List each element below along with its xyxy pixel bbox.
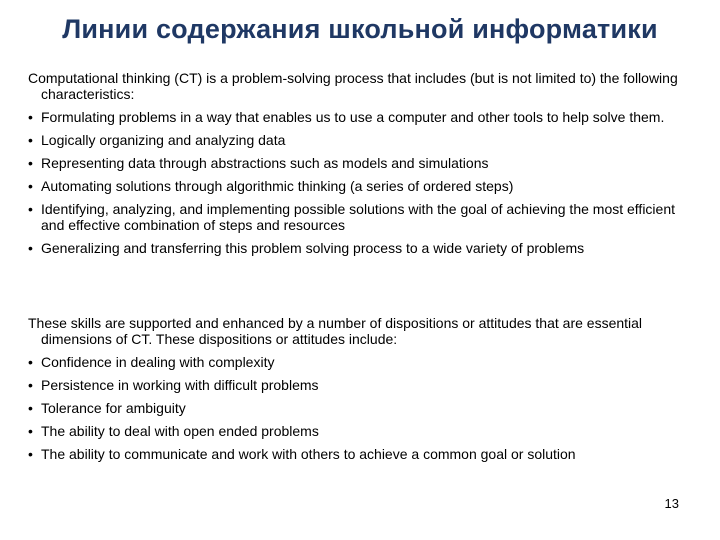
bullet-icon: • [28,240,33,256]
bullet-icon: • [28,109,33,125]
list-item-text: Confidence in dealing with complexity [41,354,275,370]
slide-title: Линии содержания школьной информатики [62,14,658,44]
bullet-icon: • [28,446,33,462]
list-item [28,132,688,148]
list-item-text: Formulating problems in a way that enables us to use a computer and other tools to help solve them. [41,109,665,125]
skills-intro: These skills are supported and enhanced by a number of dispositions or attitudes that are essential dimensions of CT. These dispositions or attitudes include: [28,315,643,347]
ct-bullet-list [28,109,688,256]
list-item [28,178,688,194]
bullet-icon: • [28,354,33,370]
list-item-text: Persistence in working with difficult problems [41,377,319,393]
bullet-icon: • [28,377,33,393]
bullet-icon: • [28,423,33,439]
list-item-text: Logically organizing and analyzing data [41,132,286,148]
list-item [28,201,688,233]
ct-intro: Computational thinking (CT) is a problem-solving process that includes (but is not limited to) the following characteristics: [28,70,678,102]
bullet-icon: • [28,132,33,148]
bullet-icon: • [28,201,33,217]
list-item [28,155,688,171]
list-item [28,423,688,439]
bullet-icon: • [28,178,33,194]
list-item-text: The ability to deal with open ended problems [41,423,319,439]
list-item-text: Automating solutions through algorithmic thinking (a series of ordered steps) [41,178,514,194]
list-item-text: Identifying, analyzing, and implementing possible solutions with the goal of achieving the most efficient and effective combination of steps and resources [41,201,676,233]
list-item [28,354,688,370]
page-number: 13 [664,496,679,511]
list-item [28,377,688,393]
list-item [28,400,688,416]
list-item-text: Representing data through abstractions such as models and simulations [41,155,489,171]
list-item [28,240,688,256]
skills-section [28,315,688,462]
list-item-text: The ability to communicate and work with others to achieve a common goal or solution [41,446,576,462]
skills-bullet-list [28,354,688,462]
bullet-icon: • [28,155,33,171]
list-item-text: Tolerance for ambiguity [41,400,186,416]
list-item [28,446,688,462]
bullet-icon: • [28,400,33,416]
ct-section [28,70,688,256]
list-item-text: Generalizing and transferring this problem solving process to a wide variety of problems [41,240,585,256]
list-item [28,109,688,125]
